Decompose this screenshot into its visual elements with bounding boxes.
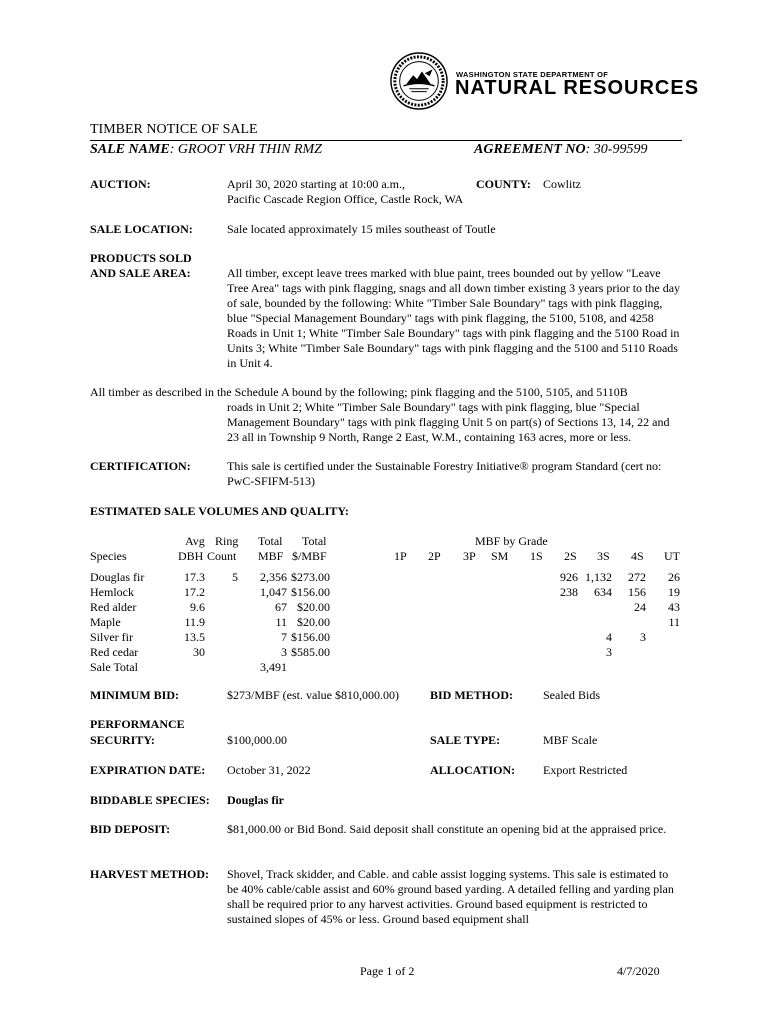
agreement-value: : 30-99599 [585,142,648,157]
bid-deposit-text: $81,000.00 or Bid Bond. Said deposit shall constitute an opening bid at the appraised price. [227,822,667,836]
footer-date: 4/7/2020 [617,964,660,978]
allocation-value: Export Restricted [543,763,628,777]
hdr-total-2: Total [302,534,327,548]
performance-value: $100,000.00 [227,733,287,747]
all-timber-first-line: All timber as described in the Schedule A bound by the following; pink flagging and the 5100, 5105, and 5110B [90,385,628,399]
volume-cell-mbf: 11 [275,615,287,629]
volume-cell-dbh: 17.3 [184,570,205,584]
sale-type-label: SALE TYPE: [430,733,501,747]
performance-label-1: PERFORMANCE [90,717,185,731]
volumes-heading: ESTIMATED SALE VOLUMES AND QUALITY: [90,504,349,518]
volume-cell-mbf: 2,356 [260,570,287,584]
volume-cell-s3: 3 [606,645,612,659]
volume-cell-s2: 926 [560,570,578,584]
hdr-grade-ut: UT [664,549,680,563]
hdr-species: Species [90,549,127,563]
hdr-ring: Ring [215,534,239,548]
sale-type-value: MBF Scale [543,733,598,747]
volume-cell-ut: 11 [668,615,680,629]
volume-cell-species: Douglas fir [90,570,145,584]
harvest-method-label: HARVEST METHOD: [90,867,210,881]
hdr-mbf-by-grade: MBF by Grade [475,534,548,548]
volume-cell-s3: 634 [594,585,612,599]
volume-cell-species: Sale Total [90,660,138,674]
harvest-method-text: Shovel, Track skidder, and Cable. and cable assist logging systems. This sale is estimated to be 40% cable/cable assist and 60% ground based yarding. A detailed felling and yarding plan shall be required prior to any harvest activities. Ground based equipment is restricted to sustained slopes of 45% or less. Ground based equipment shall [227,867,674,926]
title-rule [90,140,682,141]
agreement-label: AGREEMENT NO [474,142,586,157]
auction-line2: Pacific Cascade Region Office, Castle Rock, WA [227,192,464,206]
volume-cell-s2: 238 [560,585,578,599]
certification-label: CERTIFICATION: [90,459,191,473]
bid-deposit-label: BID DEPOSIT: [90,822,171,836]
hdr-grade-1s: 1S [530,549,543,563]
volume-cell-ring: 5 [232,570,238,584]
bid-method-label: BID METHOD: [430,688,514,702]
volume-cell-species: Maple [90,615,121,629]
certification-text: This sale is certified under the Sustainable Forestry Initiative® program Standard (cert no: PwC-SFIFM-513) [227,459,662,488]
volume-cell-species: Red cedar [90,645,139,659]
volume-cell-price: $20.00 [297,600,330,614]
document-title: TIMBER NOTICE OF SALE [90,122,258,137]
hdr-grade-1p: 1P [394,549,407,563]
volume-cell-s3: 4 [606,630,612,644]
performance-label-2: SECURITY: [90,733,155,747]
hdr-grade-sm: SM [491,549,509,563]
volume-cell-dbh: 11.9 [184,615,205,629]
volume-cell-s3: 1,132 [585,570,612,584]
products-text: All timber, except leave trees marked with blue paint, trees bounded out by yellow "Leave Tree Area" tags with pink flagging, snags and all down timber existing 3 years prior to the day of sale, bounded by the following: White "Timber Sale Boundary" tags with pink flagging, blue "Special Management Boundary" tags with pink flagging, the 5100, 5108, and 4258 Roads in Unit 1; White "Timber Sale Boundary" tags with pink flagging and the 5100 Road in Units 3; White "Timber Sale Boundary" tags with pink flagging and the 5100 and 5110 Roads in Unit 4. [227,266,681,370]
volume-cell-species: Hemlock [90,585,134,599]
volume-cell-ut: 19 [668,585,680,599]
bid-method-value: Sealed Bids [543,688,600,702]
auction-line1: April 30, 2020 starting at 10:00 a.m., [227,177,405,191]
volume-cell-mbf: 3,491 [260,660,287,674]
biddable-species-value: Douglas fir [227,793,284,807]
hdr-dbh: DBH [178,549,204,563]
volume-cell-dbh: 17.2 [184,585,205,599]
agency-line2: NATURAL RESOURCES [455,77,700,99]
volume-cell-s4: 156 [628,585,646,599]
min-bid-label: MINIMUM BID: [90,688,179,702]
dnr-seal-logo [390,52,448,110]
volume-cell-s4: 272 [628,570,646,584]
volume-cell-mbf: 7 [281,630,287,644]
hdr-grade-2s: 2S [564,549,577,563]
all-timber-rest: roads in Unit 2; White "Timber Sale Boundary" tags with pink flagging, blue "Special Management Boundary" tags with pink flagging Unit 5 on part(s) of Sections 13, 14, 22 and 23 all in Township 9 North, Range 2 East, W.M., containing 163 acres, more or less. [227,400,670,444]
sale-name-label: SALE NAME [90,142,170,157]
volume-cell-dbh: 9.6 [190,600,205,614]
expiration-label: EXPIRATION DATE: [90,763,206,777]
products-label-1: PRODUCTS SOLD [90,251,192,265]
volume-cell-species: Silver fir [90,630,133,644]
sale-name-line [90,142,322,158]
volume-cell-price: $585.00 [291,645,330,659]
biddable-species-label: BIDDABLE SPECIES: [90,793,210,807]
county-label: COUNTY: [476,177,531,191]
hdr-grade-3s: 3S [597,549,610,563]
volume-cell-mbf: 67 [275,600,287,614]
auction-label: AUCTION: [90,177,151,191]
hdr-count: Count [207,549,237,563]
volume-cell-mbf: 1,047 [260,585,287,599]
min-bid-value: $273/MBF (est. value $810,000.00) [227,688,399,702]
volume-cell-dbh: 30 [193,645,205,659]
sale-name-value: : GROOT VRH THIN RMZ [169,142,322,157]
hdr-grade-3p: 3P [463,549,476,563]
products-label-2: AND SALE AREA: [90,266,191,280]
hdr-mbf: MBF [258,549,284,563]
agency-line1: WASHINGTON STATE DEPARTMENT OF [456,70,609,79]
expiration-value: October 31, 2022 [227,763,311,777]
volume-cell-price: $273.00 [291,570,330,584]
hdr-total-1: Total [258,534,283,548]
volume-cell-mbf: 3 [281,645,287,659]
hdr-per-mbf: $/MBF [292,549,327,563]
agreement-line [474,142,647,158]
hdr-grade-2p: 2P [428,549,441,563]
volume-cell-s4: 3 [640,630,646,644]
hdr-grade-4s: 4S [631,549,644,563]
volume-cell-ut: 26 [668,570,680,584]
volume-cell-ut: 43 [668,600,680,614]
sale-location-text: Sale located approximately 15 miles southeast of Toutle [227,222,496,236]
allocation-label: ALLOCATION: [430,763,516,777]
page-number: Page 1 of 2 [360,964,415,978]
county-value: Cowlitz [543,177,581,191]
volume-cell-price: $20.00 [297,615,330,629]
volume-cell-price: $156.00 [291,585,330,599]
volume-cell-s4: 24 [634,600,646,614]
hdr-avg: Avg [185,534,205,548]
sale-location-label: SALE LOCATION: [90,222,193,236]
volume-cell-dbh: 13.5 [184,630,205,644]
volume-cell-price: $156.00 [291,630,330,644]
volume-cell-species: Red alder [90,600,137,614]
